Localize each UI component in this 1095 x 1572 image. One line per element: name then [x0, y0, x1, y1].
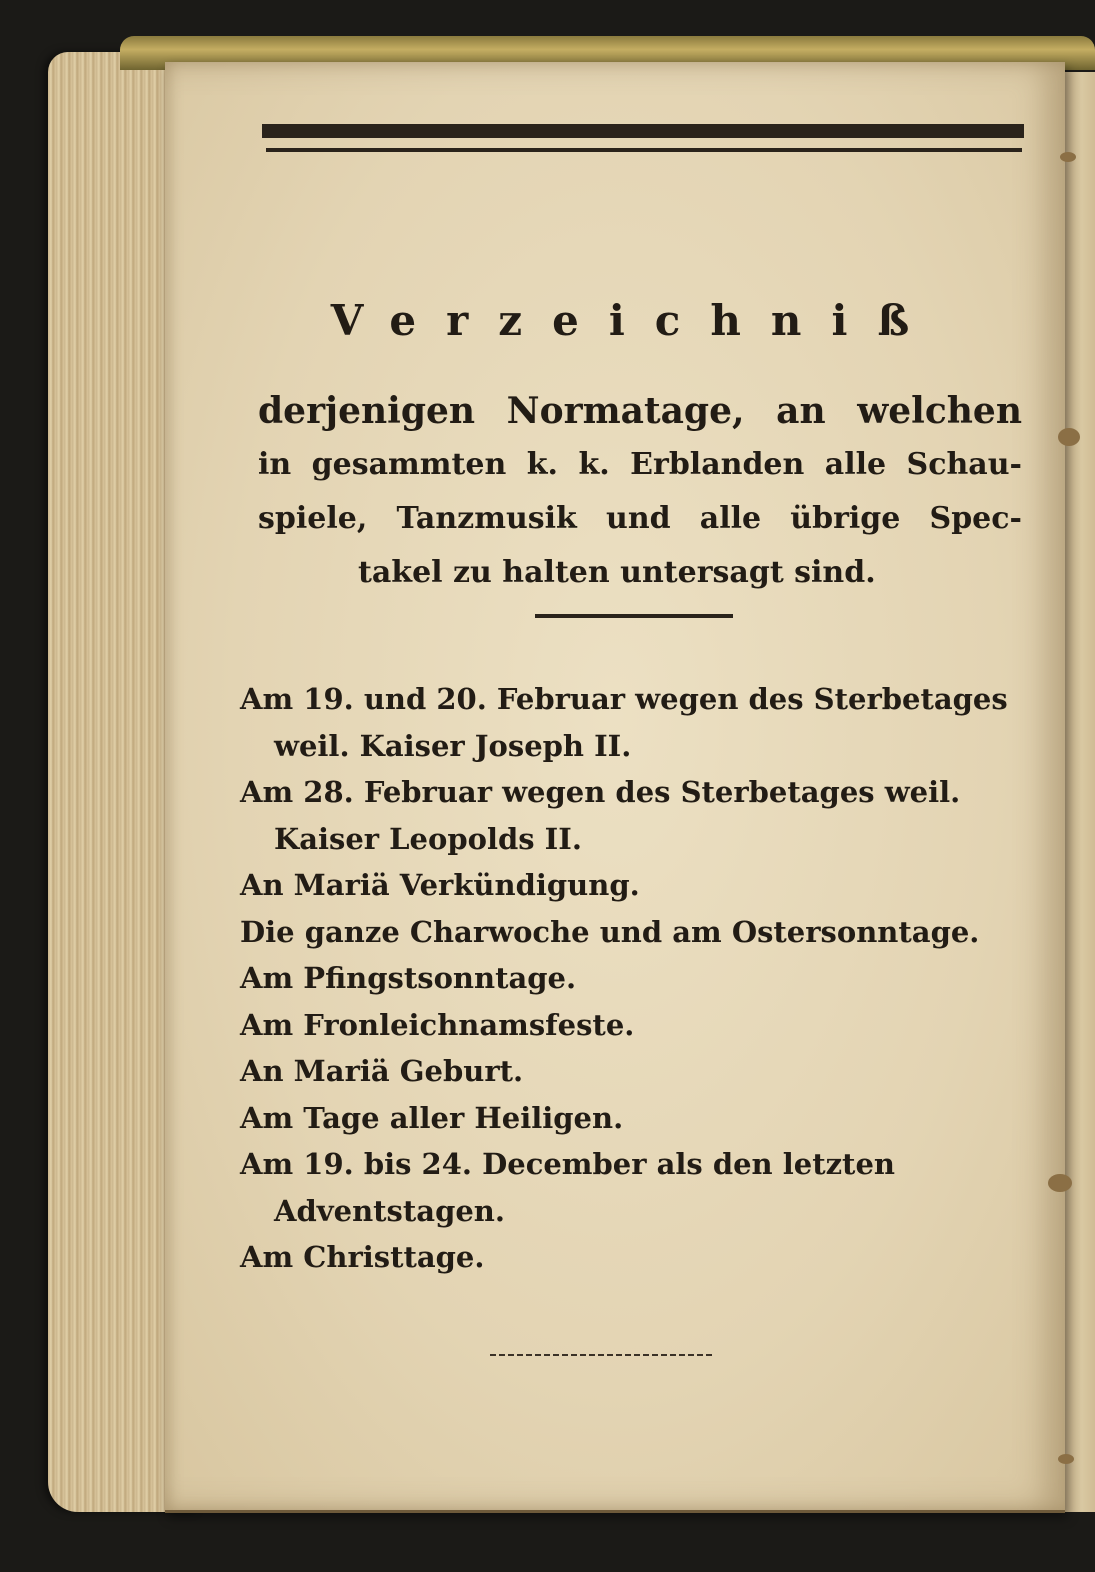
subtitle-line: takel zu halten untersagt sind. [358, 555, 876, 590]
list-item: Die ganze Charwoche und am Ostersonntage. [240, 914, 980, 949]
subtitle-line: derjenigen Normatage, an welchen [258, 390, 1022, 432]
list-item: Am Christtage. [240, 1240, 485, 1274]
end-rule [490, 1354, 712, 1356]
list-item: Am Fronleichnamsfeste. [240, 1007, 635, 1042]
binding-stitch [1048, 1174, 1072, 1192]
list-item: Am 19. und 20. Februar wegen des Sterbetages weil. Kaiser Joseph II. [240, 682, 1008, 763]
header-rule-thin [266, 148, 1022, 152]
list-item: Am Tage aller Heiligen. [240, 1100, 624, 1135]
subtitle-line: in gesammten k. k. Erblanden alle Schau- [258, 447, 1022, 482]
holiday-list [240, 676, 1010, 1281]
page-title: Verzeichniß [330, 296, 940, 345]
list-item: Am 19. bis 24. December als den letzten Adventstagen. [240, 1147, 895, 1228]
header-rule-thick [262, 124, 1024, 138]
binding-stitch [1058, 1454, 1074, 1464]
list-item: Am 28. Februar wegen des Sterbetages weil. Kaiser Leopolds II. [240, 775, 961, 856]
binding-stitch [1060, 152, 1076, 162]
list-item: Am Pfingstsonntage. [240, 961, 577, 995]
binding-stitch [1058, 428, 1080, 446]
subtitle-line: spiele, Tanzmusik und alle übrige Spec- [258, 501, 1022, 536]
list-item: An Mariä Verkündigung. [240, 868, 640, 902]
page-subtitle [258, 384, 1022, 600]
section-divider [535, 614, 733, 618]
list-item: An Mariä Geburt. [240, 1054, 524, 1088]
